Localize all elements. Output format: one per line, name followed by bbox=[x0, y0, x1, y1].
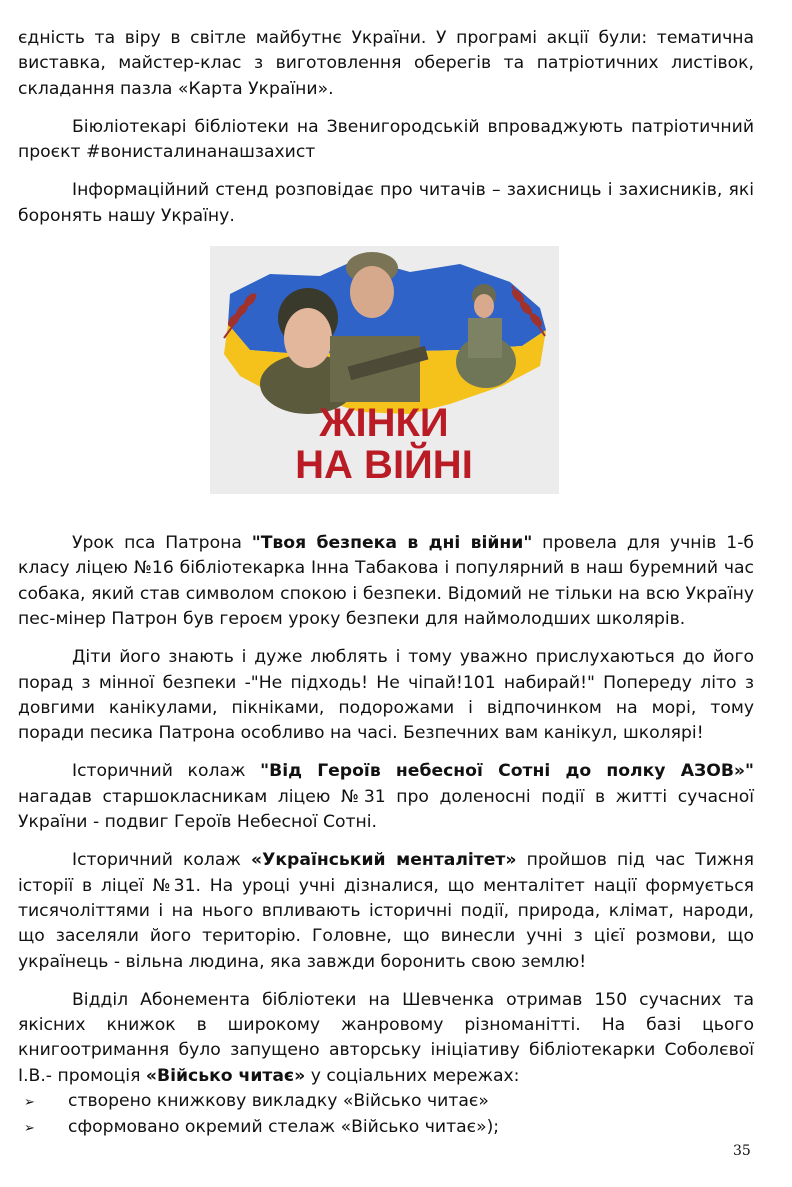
paragraph-6 bbox=[18, 759, 754, 835]
women-at-war-poster bbox=[210, 246, 559, 494]
poster-illustration bbox=[210, 246, 559, 494]
paragraph-2: Біюліотекарі бібліотеки на Звенигородській впроваджують патріотичний проєкт #вонисталинанашзахист bbox=[18, 116, 754, 163]
promo-title: «Військо читає» bbox=[145, 1065, 306, 1086]
list-item bbox=[24, 1089, 754, 1115]
paragraph-4-rest: провела для учнів 1-б класу ліцею №16 бібліотекарка Інна Табакова і популярний в наш буремний час собака, який став символом спокою і безпеки. Відомий не тільки на всю Україну пес-мінер Патрон був героєм уроку безпеки для наймолодших школярів. bbox=[18, 533, 754, 629]
paragraph-4-text: Урок пса Патрона bbox=[72, 533, 252, 554]
paragraph-6-rest: нагадав старшокласникам ліцею №31 про доленосні події в житті сучасної України - подвиг Героїв Небесної Сотні. bbox=[18, 786, 754, 833]
collage-title-2: «Український менталітет» bbox=[251, 850, 517, 871]
poster-title-line1: ЖІНКИ bbox=[319, 401, 449, 445]
collage-title-1: "Від Героїв небесної Сотні до полку АЗОВ»" bbox=[260, 761, 754, 782]
document-page bbox=[18, 26, 754, 1142]
paragraph-1: єдність та віру в світле майбутнє України. У програмі акції були: тематична виставка, майстер-клас з виготовлення оберегів та патріотичних листівок, складання пазла «Карта України». bbox=[18, 28, 754, 99]
paragraph-4 bbox=[18, 531, 754, 632]
lesson-title: "Твоя безпека в дні війни" bbox=[251, 533, 533, 554]
paragraph-8-text: Відділ Абонемента бібліотеки на Шевченка отримав 150 сучасних та якісних книжок в широкому жанровому різноманітті. На базі цього книгоотримання було запущено авторську ініціативу бібліотекарки Соболєвої І.В.- промоція bbox=[18, 989, 754, 1086]
page-number: 35 bbox=[733, 1143, 751, 1159]
paragraph-7-rest: пройшов під час Тижня історії в ліцеї №31. На уроці учні дізналися, що менталітет нації формується тисячоліттями і на нього впливають історичні події, природа, клімат, народи, що заселяли його територію. Головне, що винесли учні з цієї розмови, що українець - вільна людина, яка завжди боронить свою землю! bbox=[18, 850, 754, 972]
paragraph-8 bbox=[18, 988, 754, 1089]
paragraph-7-text: Історичний колаж bbox=[72, 850, 252, 871]
paragraph-6-text: Історичний колаж bbox=[72, 761, 261, 782]
arrow-bullet-icon: ➢ bbox=[24, 1095, 35, 1111]
paragraph-8-rest: у соціальних мережах: bbox=[305, 1065, 520, 1086]
paragraph-3: Інформаційний стенд розповідає про читачів – захисниць і захисників, які боронять нашу Україну. bbox=[18, 180, 754, 226]
arrow-bullet-icon: ➢ bbox=[24, 1121, 35, 1137]
paragraph-7 bbox=[18, 848, 754, 974]
list-item-text: створено книжкову викладку «Військо читає» bbox=[68, 1091, 489, 1112]
list-item bbox=[24, 1115, 754, 1141]
poster-title-line2: НА ВІЙНІ bbox=[295, 443, 473, 487]
bullet-list bbox=[18, 1089, 754, 1142]
paragraph-5: Діти його знають і дуже люблять і тому уважно прислухаються до його порад з мінної безпеки -"Не підходь! Не чіпай!101 набирай!" Попереду літо з довгими канікулами, пікніками, подорожами і відпочинком на морі, тому поради песика Патрона особливо на часі. Безпечних вам канікул, школярі! bbox=[18, 647, 754, 744]
list-item-text: сформовано окремий стелаж «Військо читає»); bbox=[68, 1117, 500, 1138]
